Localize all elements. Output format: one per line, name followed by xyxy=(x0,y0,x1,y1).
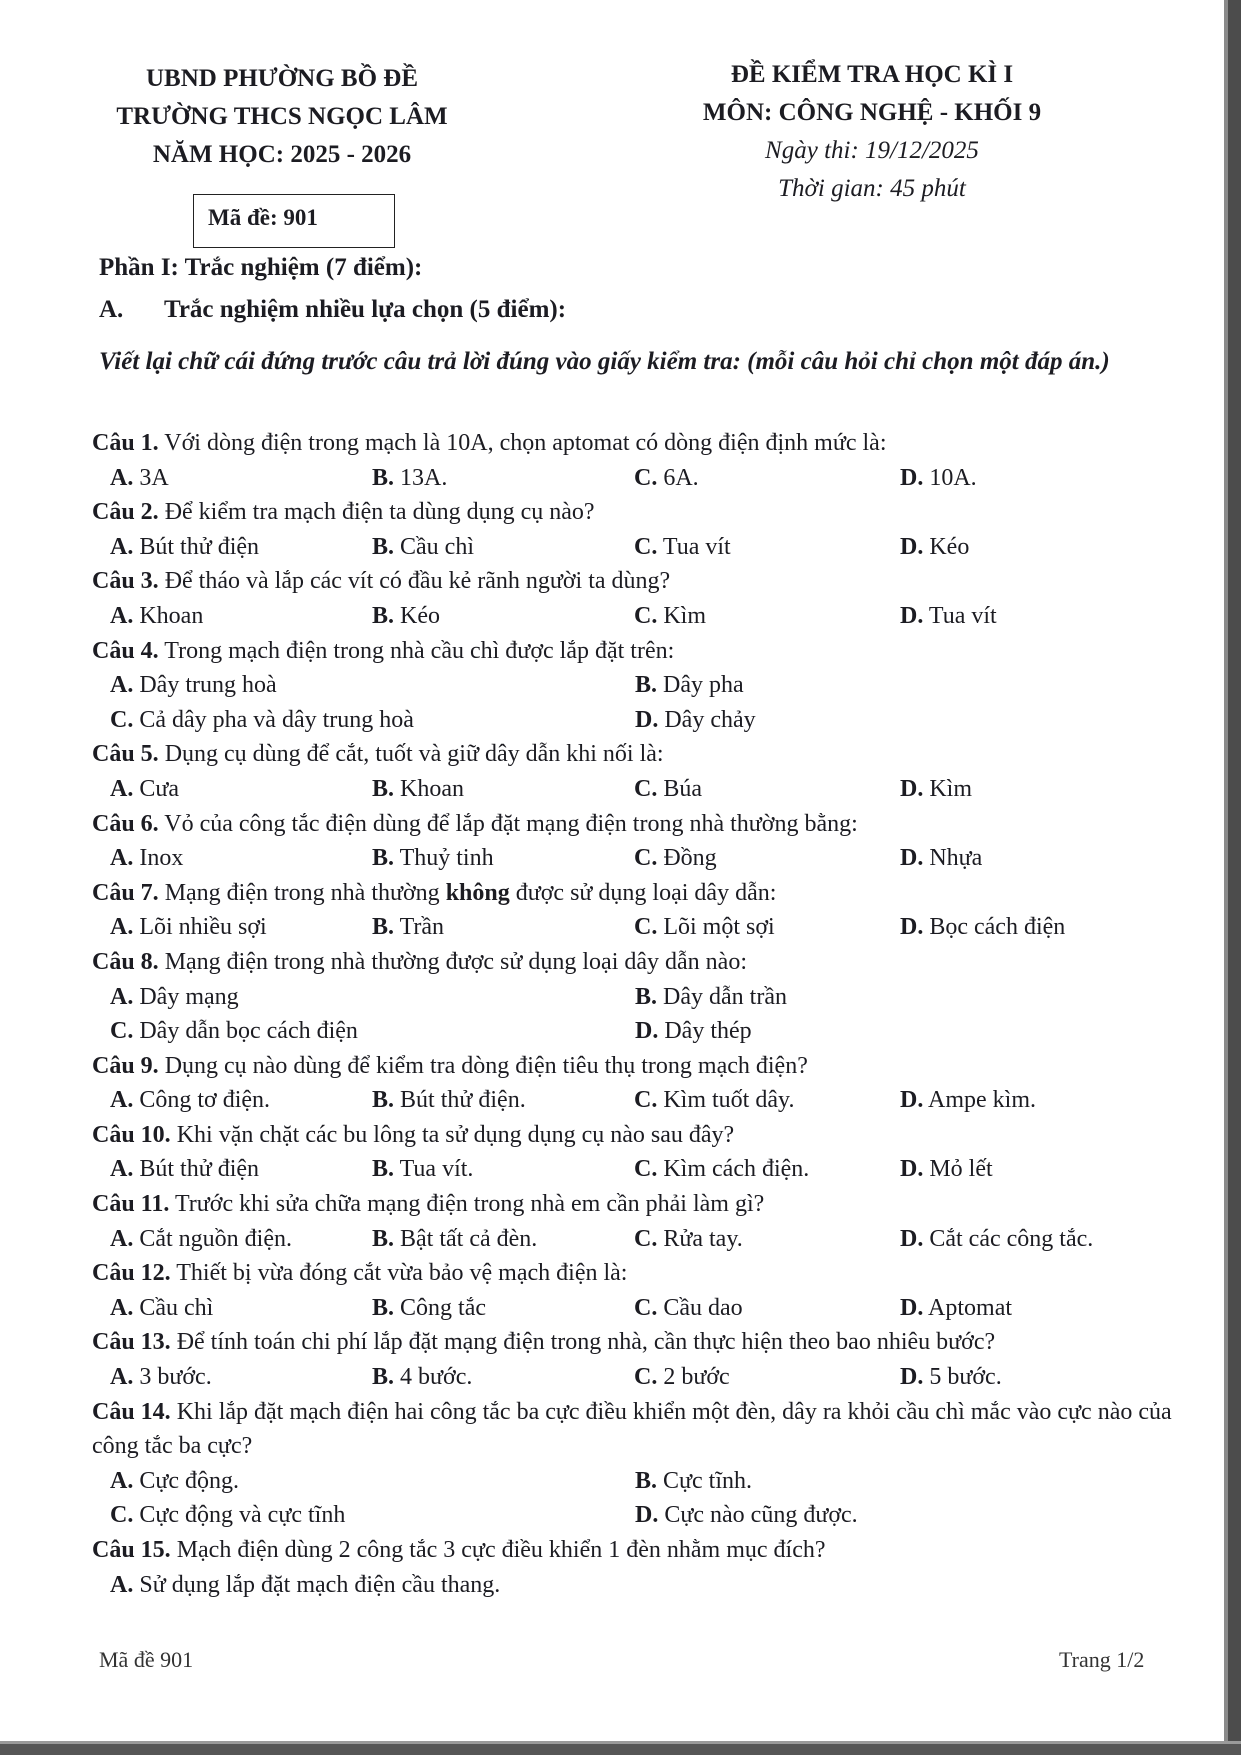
answer-option xyxy=(900,1291,1192,1326)
answer-option xyxy=(900,530,1192,565)
question-number: Câu 13. xyxy=(92,1329,171,1356)
option-letter: C. xyxy=(634,1364,658,1391)
exam-header xyxy=(622,56,1122,208)
option-text: Cực động. xyxy=(139,1467,240,1494)
answer-option xyxy=(372,1291,634,1326)
option-letter: B. xyxy=(372,533,395,560)
answer-option xyxy=(110,703,635,738)
answer-option xyxy=(900,841,1192,876)
answer-option xyxy=(372,910,634,945)
option-text: Cực nào cũng được. xyxy=(664,1502,858,1529)
option-list xyxy=(110,1291,1192,1326)
answer-option xyxy=(110,668,635,703)
answer-option xyxy=(110,1464,635,1499)
answer-option xyxy=(110,530,372,565)
scan-edge-bottom xyxy=(0,1741,1241,1755)
option-letter: C. xyxy=(634,1087,658,1114)
question-text: được sử dụng loại dây dẫn: xyxy=(509,879,777,906)
option-letter: C. xyxy=(110,1502,134,1529)
option-text: Bút thử điện. xyxy=(400,1087,526,1114)
question xyxy=(92,1533,1192,1568)
option-letter: A. xyxy=(110,533,134,560)
option-text: 6A. xyxy=(663,464,699,491)
option-text: Mỏ lết xyxy=(929,1156,993,1183)
option-text: Khoan xyxy=(400,775,464,802)
option-letter: A. xyxy=(110,775,134,802)
answer-option xyxy=(900,772,1192,807)
answer-option xyxy=(634,1222,900,1257)
option-text: Lõi nhiều sợi xyxy=(139,914,267,941)
question xyxy=(92,1049,1192,1084)
question-number: Câu 2. xyxy=(92,499,159,526)
question-number: Câu 1. xyxy=(92,430,159,456)
option-letter: A. xyxy=(110,464,134,491)
question xyxy=(92,737,1192,772)
exam-duration: Thời gian: 45 phút xyxy=(778,175,966,202)
question-number: Câu 14. xyxy=(92,1398,171,1425)
option-text: Khoan xyxy=(139,602,204,629)
answer-option xyxy=(635,1014,1192,1049)
option-text: 2 bước xyxy=(663,1364,730,1391)
option-letter: B. xyxy=(372,1364,395,1391)
answer-option xyxy=(372,1152,634,1187)
question-number: Câu 7. xyxy=(92,879,159,906)
option-text: Dây dẫn trần xyxy=(663,983,787,1010)
answer-option xyxy=(634,910,900,945)
answer-option xyxy=(110,772,372,807)
option-text: 4 bước. xyxy=(400,1364,473,1391)
option-letter: C. xyxy=(634,1156,658,1183)
option-letter: A. xyxy=(110,983,134,1010)
answer-option xyxy=(634,461,900,496)
answer-option xyxy=(110,841,372,876)
option-text: Dây chảy xyxy=(664,706,756,733)
option-list xyxy=(110,1464,1192,1533)
option-text: Ampe kìm. xyxy=(928,1087,1037,1114)
question-number: Câu 3. xyxy=(92,568,159,595)
option-text: Rửa tay. xyxy=(663,1225,743,1252)
option-letter: B. xyxy=(635,672,658,699)
exam-date: Ngày thi: 19/12/2025 xyxy=(765,137,979,164)
option-list xyxy=(110,772,1192,807)
question-text: Với dòng điện trong mạch là 10A, chọn aptomat có dòng điện định mức là: xyxy=(164,430,887,456)
ward-name: UBND PHƯỜNG BỒ ĐỀ xyxy=(146,65,418,92)
answer-option xyxy=(372,461,634,496)
option-list xyxy=(110,1152,1192,1187)
question-list xyxy=(92,426,1192,1602)
school-year: NĂM HỌC: 2025 - 2026 xyxy=(152,141,412,168)
option-text: Tua vít. xyxy=(399,1156,474,1183)
answer-option xyxy=(110,1014,635,1049)
option-letter: D. xyxy=(900,1087,924,1114)
option-letter: A. xyxy=(110,1156,134,1183)
question xyxy=(92,564,1192,599)
option-letter: C. xyxy=(634,845,658,872)
option-text: Tua vít xyxy=(662,533,731,560)
option-letter: A. xyxy=(110,1087,134,1114)
section-heading xyxy=(99,296,566,324)
question-text: Dụng cụ nào dùng để kiểm tra dòng điện tiêu thụ trong mạch điện? xyxy=(164,1052,808,1079)
option-letter: B. xyxy=(372,775,395,802)
question-emphasis: không xyxy=(445,879,510,906)
option-text: 3A xyxy=(139,464,169,491)
school-name: TRƯỜNG THCS NGỌC LÂM xyxy=(116,103,448,130)
option-text: Lõi một sợi xyxy=(663,914,775,941)
school-header xyxy=(82,60,482,174)
question xyxy=(92,945,1192,980)
answer-option xyxy=(900,1360,1192,1395)
option-letter: D. xyxy=(635,1018,659,1045)
option-text: Búa xyxy=(663,775,703,802)
answer-option xyxy=(900,910,1192,945)
answer-option xyxy=(372,1222,634,1257)
option-list xyxy=(110,1083,1192,1118)
answer-option xyxy=(634,1291,900,1326)
answer-option xyxy=(110,599,372,634)
option-text: Kìm tuốt dây. xyxy=(663,1087,795,1114)
option-letter: B. xyxy=(372,1294,395,1321)
question xyxy=(92,876,1192,911)
question xyxy=(92,634,1192,669)
option-text: 13A. xyxy=(400,464,448,491)
answer-option xyxy=(900,599,1192,634)
answer-option xyxy=(110,1152,372,1187)
option-letter: C. xyxy=(634,775,658,802)
question-number: Câu 12. xyxy=(92,1260,171,1287)
option-letter: B. xyxy=(635,983,658,1010)
question-number: Câu 8. xyxy=(92,948,159,975)
option-letter: D. xyxy=(900,775,924,802)
question-number: Câu 11. xyxy=(92,1191,170,1218)
option-list xyxy=(110,668,1192,737)
option-text: Công tơ điện. xyxy=(139,1087,271,1114)
option-text: Dây pha xyxy=(663,672,744,699)
question xyxy=(92,426,1192,461)
option-letter: D. xyxy=(900,464,924,491)
question xyxy=(92,1325,1192,1360)
answer-option xyxy=(110,910,372,945)
answer-option xyxy=(635,980,1192,1015)
answer-option xyxy=(372,599,634,634)
option-letter: C. xyxy=(634,1294,658,1321)
option-letter: A. xyxy=(110,1364,134,1391)
question-text: Khi vặn chặt các bu lông ta sử dụng dụng cụ nào sau đây? xyxy=(176,1121,735,1148)
option-letter: B. xyxy=(372,464,395,491)
question-text: Mạng điện trong nhà thường xyxy=(164,879,446,906)
question-number: Câu 15. xyxy=(92,1537,171,1563)
option-letter: D. xyxy=(900,1364,924,1391)
question-text: Thiết bị vừa đóng cắt vừa bảo vệ mạch điện là: xyxy=(176,1260,628,1287)
option-list xyxy=(110,530,1192,565)
option-text: Kìm xyxy=(663,602,707,629)
option-letter: D. xyxy=(900,1294,924,1321)
answer-option xyxy=(372,841,634,876)
option-list xyxy=(110,1568,1192,1603)
option-letter: B. xyxy=(635,1467,658,1494)
option-letter: D. xyxy=(900,602,924,629)
option-text: Cầu dao xyxy=(663,1294,743,1321)
page-number: Trang 1/2 xyxy=(1059,1647,1145,1672)
answer-option xyxy=(635,703,1192,738)
question-text: Mạng điện trong nhà thường được sử dụng loại dây dẫn nào: xyxy=(164,948,747,975)
option-text: Nhựa xyxy=(929,845,983,872)
option-text: Bật tất cả đèn. xyxy=(400,1225,538,1252)
question-number: Câu 4. xyxy=(92,637,159,664)
option-text: Sử dụng lắp đặt mạch điện cầu thang. xyxy=(139,1571,501,1598)
exam-title: ĐỀ KIỂM TRA HỌC KÌ I xyxy=(730,61,1014,88)
exam-subject: MÔN: CÔNG NGHỆ - KHỐI 9 xyxy=(702,99,1042,126)
question xyxy=(92,1118,1192,1153)
option-text: Cực động và cực tĩnh xyxy=(139,1502,346,1529)
option-text: Cắt các công tắc. xyxy=(929,1225,1094,1252)
scan-edge-right xyxy=(1224,0,1241,1755)
question-text: Để kiểm tra mạch điện ta dùng dụng cụ nào? xyxy=(164,499,595,526)
instruction: Viết lại chữ cái đứng trước câu trả lời đúng vào giấy kiểm tra: (mỗi câu hỏi chỉ chọn một đáp án.) xyxy=(99,348,1110,375)
option-text: Bút thử điện xyxy=(139,1156,260,1183)
option-text: Bút thử điện xyxy=(139,533,260,560)
answer-option xyxy=(372,530,634,565)
answer-option xyxy=(634,772,900,807)
option-letter: A. xyxy=(110,914,134,941)
answer-option xyxy=(110,461,372,496)
option-letter: D. xyxy=(900,1225,924,1252)
answer-option xyxy=(110,1083,372,1118)
option-text: 5 bước. xyxy=(929,1364,1002,1391)
option-text: Trần xyxy=(399,914,445,941)
option-letter: C. xyxy=(634,602,658,629)
option-text: Dây thép xyxy=(664,1018,752,1045)
option-text: 3 bước. xyxy=(139,1364,212,1391)
option-letter: D. xyxy=(900,914,924,941)
question xyxy=(92,1256,1192,1291)
option-list xyxy=(110,1222,1192,1257)
answer-option xyxy=(110,1498,635,1533)
option-text: Kéo xyxy=(400,602,440,629)
answer-option xyxy=(635,668,1192,703)
answer-option xyxy=(900,461,1192,496)
option-list xyxy=(110,599,1192,634)
question-text: Để tính toán chi phí lắp đặt mạng điện trong nhà, cần thực hiện theo bao nhiêu bước? xyxy=(176,1329,996,1356)
option-list xyxy=(110,1360,1192,1395)
question-text: Mạch điện dùng 2 công tắc 3 cực điều khiển 1 đèn nhằm mục đích? xyxy=(176,1537,826,1563)
option-letter: C. xyxy=(634,1225,658,1252)
option-text: Dây mạng xyxy=(139,983,239,1010)
option-list xyxy=(110,910,1192,945)
option-text: Bọc cách điện xyxy=(929,914,1066,941)
answer-option xyxy=(635,1464,1192,1499)
answer-option xyxy=(110,1291,372,1326)
question-text: Vỏ của công tắc điện dùng để lắp đặt mạng điện trong nhà thường bằng: xyxy=(164,810,858,837)
answer-option xyxy=(372,1083,634,1118)
section-title: Trắc nghiệm nhiều lựa chọn (5 điểm): xyxy=(164,296,567,323)
answer-option xyxy=(372,772,634,807)
question xyxy=(92,495,1192,530)
exam-code: Mã đề: 901 xyxy=(208,205,318,230)
question xyxy=(92,1187,1192,1222)
answer-option xyxy=(634,1360,900,1395)
exam-code-box xyxy=(193,194,395,248)
answer-option xyxy=(635,1498,1192,1533)
question xyxy=(92,807,1192,842)
option-list xyxy=(110,461,1192,496)
option-letter: D. xyxy=(900,845,924,872)
answer-option xyxy=(110,980,635,1015)
option-text: Cả dây pha và dây trung hoà xyxy=(139,706,414,733)
option-text: Tua vít xyxy=(928,602,997,629)
option-letter: D. xyxy=(635,706,659,733)
option-text: Kìm cách điện. xyxy=(663,1156,810,1183)
answer-option xyxy=(900,1152,1192,1187)
option-letter: B. xyxy=(372,1156,395,1183)
question-text: Để tháo và lắp các vít có đầu kẻ rãnh người ta dùng? xyxy=(164,568,671,595)
option-letter: A. xyxy=(110,672,134,699)
question-text: Trước khi sửa chữa mạng điện trong nhà em cần phải làm gì? xyxy=(174,1191,765,1218)
answer-option xyxy=(110,1222,372,1257)
option-letter: B. xyxy=(372,914,395,941)
option-text: Cầu chì xyxy=(400,533,474,560)
question-text: Khi lắp đặt mạch điện hai công tắc ba cực điều khiển một đèn, dây ra khỏi cầu chì mắc vào cực nào của công tắc ba cực? xyxy=(92,1398,1172,1460)
option-text: Cầu chì xyxy=(139,1294,214,1321)
option-letter: C. xyxy=(634,533,658,560)
answer-option xyxy=(634,599,900,634)
option-letter: B. xyxy=(372,1087,395,1114)
question-text: Dụng cụ dùng để cắt, tuốt và giữ dây dẫn khi nối là: xyxy=(164,741,664,768)
option-letter: B. xyxy=(372,1225,395,1252)
part-title: Phần I: Trắc nghiệm (7 điểm): xyxy=(99,254,423,281)
answer-option xyxy=(110,1360,372,1395)
option-text: Dây dẫn bọc cách điện xyxy=(139,1018,358,1045)
option-text: Thuỷ tinh xyxy=(399,845,494,872)
option-letter: C. xyxy=(110,1018,134,1045)
answer-option xyxy=(634,841,900,876)
answer-option xyxy=(634,1083,900,1118)
answer-option xyxy=(372,1360,634,1395)
question-number: Câu 10. xyxy=(92,1121,171,1148)
answer-option xyxy=(634,530,900,565)
option-letter: A. xyxy=(110,1294,134,1321)
option-letter: D. xyxy=(900,1156,924,1183)
option-letter: A. xyxy=(110,1571,134,1598)
answer-option xyxy=(900,1222,1192,1257)
option-list xyxy=(110,841,1192,876)
option-letter: D. xyxy=(635,1502,659,1529)
question-number: Câu 9. xyxy=(92,1052,159,1079)
question xyxy=(92,1395,1192,1464)
option-text: Cưa xyxy=(139,775,180,802)
answer-option xyxy=(110,1568,1192,1603)
option-letter: C. xyxy=(634,914,658,941)
option-letter: B. xyxy=(372,845,395,872)
option-letter: A. xyxy=(110,845,134,872)
question-number: Câu 6. xyxy=(92,810,159,837)
option-text: Kéo xyxy=(929,533,970,560)
option-text: Dây trung hoà xyxy=(139,672,277,699)
option-letter: C. xyxy=(110,706,134,733)
option-text: 10A. xyxy=(929,464,977,491)
option-text: Đồng xyxy=(663,845,717,872)
option-text: Cực tĩnh. xyxy=(663,1467,753,1494)
option-text: Công tắc xyxy=(400,1294,486,1321)
option-letter: C. xyxy=(634,464,658,491)
option-letter: A. xyxy=(110,602,134,629)
footer-exam-code: Mã đề 901 xyxy=(99,1647,194,1672)
option-letter: D. xyxy=(900,533,924,560)
question-text: Trong mạch điện trong nhà cầu chì được lắp đặt trên: xyxy=(164,637,675,664)
option-letter: A. xyxy=(110,1467,134,1494)
answer-option xyxy=(900,1083,1192,1118)
question-number: Câu 5. xyxy=(92,741,159,768)
option-text: Cắt nguồn điện. xyxy=(139,1225,292,1252)
option-letter: B. xyxy=(372,602,395,629)
option-text: Inox xyxy=(139,845,184,872)
option-list xyxy=(110,980,1192,1049)
answer-option xyxy=(634,1152,900,1187)
option-text: Aptomat xyxy=(928,1294,1013,1321)
option-text: Kìm xyxy=(929,775,973,802)
option-letter: A. xyxy=(110,1225,134,1252)
section-letter: A. xyxy=(99,296,124,323)
